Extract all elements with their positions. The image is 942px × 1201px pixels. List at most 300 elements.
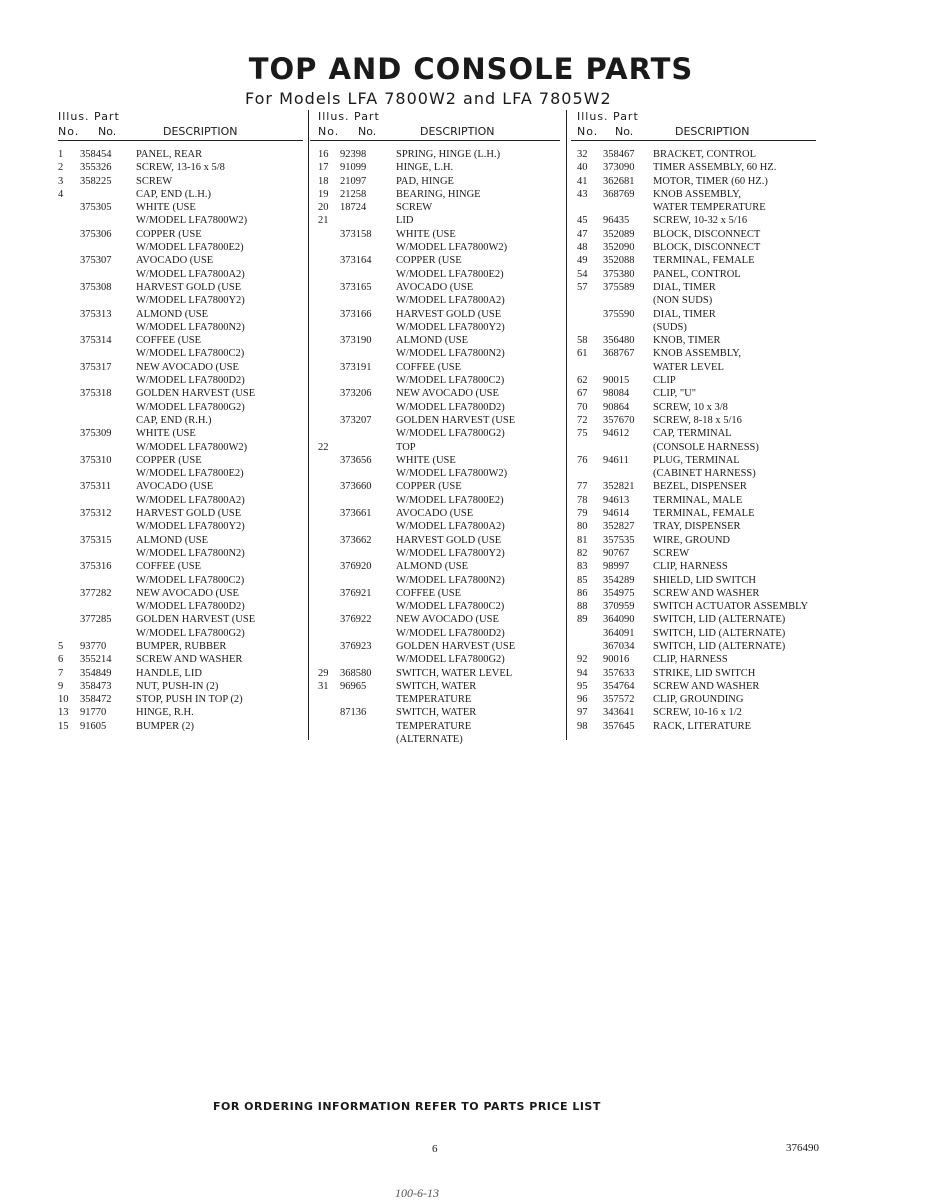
part-row (318, 560, 568, 573)
part-description: WHITE (USE (136, 428, 196, 440)
part-description: (NON SUDS) (653, 295, 713, 307)
part-number: 21097 (340, 175, 367, 187)
part-row (58, 321, 306, 334)
part-row (58, 480, 306, 493)
illus-number: 1 (58, 149, 64, 160)
illus-number: 61 (577, 348, 588, 360)
part-row (318, 454, 568, 467)
illus-number: 57 (577, 281, 588, 293)
part-row (577, 254, 837, 267)
part-description: HARVEST GOLD (USE (136, 281, 242, 293)
part-number: 94614 (603, 508, 630, 520)
part-number: 376923 (340, 640, 372, 652)
illus-number: 21 (318, 215, 329, 227)
part-description: LID (396, 215, 414, 227)
part-number: 373662 (340, 534, 372, 546)
part-number: 375589 (603, 281, 635, 293)
illus-number: 47 (577, 228, 588, 240)
part-number: 94612 (603, 428, 630, 440)
document-number: 376490 (786, 1142, 819, 1154)
illus-number: 20 (318, 202, 329, 214)
part-number (340, 241, 396, 254)
illus-number (318, 733, 340, 746)
part-description: W/MODEL LFA7800A2) (396, 295, 505, 307)
part-number: 368580 (340, 667, 372, 679)
header-rule (571, 140, 816, 141)
part-number (603, 294, 653, 307)
illus-number: 97 (577, 707, 588, 719)
part-number (80, 547, 136, 560)
part-description: TERMINAL, MALE (653, 494, 743, 506)
part-row (58, 374, 306, 387)
illus-number (318, 574, 340, 587)
part-number: 93770 (80, 640, 107, 652)
part-row (577, 161, 837, 174)
part-row (577, 321, 837, 334)
part-description: NEW AVOCADO (USE (136, 361, 239, 373)
part-description: W/MODEL LFA7800W2) (136, 441, 248, 453)
illus-number (318, 294, 340, 307)
illus-number: 29 (318, 667, 329, 679)
illus-number (58, 254, 80, 267)
part-description: SCREW (653, 547, 690, 559)
part-description: ALMOND (USE (136, 534, 209, 546)
part-number: 355214 (80, 654, 112, 666)
part-number: 357645 (603, 720, 635, 732)
part-row (318, 347, 568, 360)
part-number: 373166 (340, 308, 372, 320)
part-row (58, 653, 306, 666)
part-number: 91605 (80, 720, 107, 732)
parts-list (318, 148, 568, 746)
part-description: W/MODEL LFA7800G2) (396, 428, 505, 440)
part-description: W/MODEL LFA7800Y2) (136, 295, 245, 307)
part-row (318, 640, 568, 653)
part-description: SCREW AND WASHER (136, 654, 243, 666)
part-description: COPPER (USE (136, 228, 202, 240)
part-description: W/MODEL LFA7800D2) (136, 601, 245, 613)
illus-number (318, 361, 340, 374)
part-description: GOLDEN HARVEST (USE (136, 388, 256, 400)
part-row (58, 613, 306, 626)
illus-number (318, 281, 340, 294)
part-number: 377282 (80, 587, 112, 599)
illus-number (58, 494, 80, 507)
part-description: COFFEE (USE (136, 335, 202, 347)
part-number (80, 441, 136, 454)
illus-number: 79 (577, 508, 588, 520)
part-row (577, 347, 837, 360)
part-row (58, 161, 306, 174)
part-row (577, 268, 837, 281)
part-number (80, 214, 136, 227)
part-row (58, 188, 306, 201)
part-number: 375306 (80, 228, 112, 240)
illus-number (58, 281, 80, 294)
part-row (58, 175, 306, 188)
part-row (58, 254, 306, 267)
part-row (58, 720, 306, 733)
part-row (318, 427, 568, 440)
header-description: DESCRIPTION (675, 125, 750, 138)
part-description: HANDLE, LID (136, 667, 202, 679)
illus-number: 3 (58, 175, 64, 187)
part-number (340, 467, 396, 480)
part-description: COFFEE (USE (136, 561, 202, 573)
illus-number (58, 467, 80, 480)
part-row (318, 574, 568, 587)
part-description: AVOCADO (USE (396, 281, 474, 293)
illus-number (318, 534, 340, 547)
part-number: 357572 (603, 694, 635, 706)
part-number (80, 627, 136, 640)
part-number: 375316 (80, 561, 112, 573)
part-row (318, 228, 568, 241)
part-row (577, 720, 837, 733)
part-row (318, 268, 568, 281)
illus-number: 43 (577, 188, 588, 200)
part-row (318, 706, 568, 719)
illus-number (318, 241, 340, 254)
part-number: 362681 (603, 175, 635, 187)
illus-number (318, 454, 340, 467)
part-row (577, 427, 837, 440)
part-number: 375309 (80, 428, 112, 440)
part-row (577, 520, 837, 533)
part-number: 373164 (340, 255, 372, 267)
part-description: W/MODEL LFA7800N2) (136, 321, 245, 333)
part-row (58, 520, 306, 533)
illus-number: 2 (58, 162, 64, 174)
part-row (58, 587, 306, 600)
illus-number (318, 706, 340, 719)
illus-number (577, 627, 603, 640)
illus-number: 16 (318, 149, 329, 160)
part-description: SCREW, 10-16 x 1/2 (653, 707, 742, 719)
illus-number (318, 321, 340, 334)
illus-number: 92 (577, 654, 588, 666)
part-row (58, 294, 306, 307)
part-row (58, 507, 306, 520)
part-description: SCREW, 10 x 3/8 (653, 401, 728, 413)
part-description: HARVEST GOLD (USE (396, 308, 502, 320)
part-row (318, 720, 568, 733)
part-number: 373165 (340, 281, 372, 293)
illus-number (58, 347, 80, 360)
part-row (577, 534, 837, 547)
part-row (318, 281, 568, 294)
illus-number (318, 414, 340, 427)
part-number (80, 294, 136, 307)
part-description: W/MODEL LFA7800E2) (136, 242, 244, 254)
part-row (58, 640, 306, 653)
part-row (318, 467, 568, 480)
part-description: BLOCK, DISCONNECT (653, 228, 761, 240)
illus-number (58, 228, 80, 241)
part-row (577, 214, 837, 227)
illus-number (318, 494, 340, 507)
part-row (58, 680, 306, 693)
part-row (58, 560, 306, 573)
part-description: ALMOND (USE (136, 308, 209, 320)
illus-number (577, 640, 603, 653)
part-number (340, 294, 396, 307)
part-number: 92398 (340, 149, 367, 160)
header-part-no: No. (98, 125, 117, 138)
part-description: SWITCH, LID (ALTERNATE) (653, 627, 786, 639)
part-description: KNOB ASSEMBLY, (653, 188, 742, 200)
part-row (577, 401, 837, 414)
illus-number: 54 (577, 268, 588, 280)
part-number (80, 241, 136, 254)
part-number (80, 520, 136, 533)
part-description: CLIP, HARNESS (653, 654, 728, 666)
part-number (340, 494, 396, 507)
part-number: 358467 (603, 149, 635, 160)
illus-number (318, 401, 340, 414)
part-number: 354289 (603, 574, 635, 586)
part-row (577, 281, 837, 294)
part-number: 90016 (603, 654, 630, 666)
illus-number (577, 441, 603, 454)
illus-number (58, 574, 80, 587)
illus-number (318, 347, 340, 360)
part-number (603, 321, 653, 334)
part-number (603, 361, 653, 374)
part-number: 373656 (340, 454, 372, 466)
part-row (58, 574, 306, 587)
part-number (340, 574, 396, 587)
illus-number: 22 (318, 441, 329, 453)
part-row (318, 161, 568, 174)
part-row (318, 653, 568, 666)
part-description: (SUDS) (653, 321, 687, 333)
part-description: PANEL, REAR (136, 149, 203, 160)
illus-number (318, 268, 340, 281)
part-number: 370959 (603, 601, 635, 613)
part-row (577, 201, 837, 214)
part-number: 375380 (603, 268, 635, 280)
header-illus-no: No. (577, 125, 599, 138)
part-row (58, 427, 306, 440)
part-number: 356480 (603, 335, 635, 347)
illus-number (318, 720, 340, 733)
part-description: W/MODEL LFA7800G2) (396, 654, 505, 666)
part-description: ALMOND (USE (396, 335, 469, 347)
illus-number: 58 (577, 335, 588, 347)
part-row (58, 414, 306, 427)
part-description: TERMINAL, FEMALE (653, 508, 755, 520)
part-row (318, 201, 568, 214)
part-number: 375590 (603, 308, 635, 320)
part-description: (CONSOLE HARNESS) (653, 441, 759, 453)
part-number (340, 401, 396, 414)
part-number: 354975 (603, 587, 635, 599)
part-number: 90767 (603, 547, 630, 559)
part-description: CLIP, "U" (653, 388, 696, 400)
part-description: SPRING, HINGE (L.H.) (396, 149, 501, 160)
part-number (603, 467, 653, 480)
part-row (318, 627, 568, 640)
part-row (577, 387, 837, 400)
part-number (603, 201, 653, 214)
illus-number: 70 (577, 401, 588, 413)
illus-number (318, 613, 340, 626)
part-row (577, 706, 837, 719)
part-number: 354849 (80, 667, 112, 679)
part-description: AVOCADO (USE (136, 255, 214, 267)
part-description: SWITCH, WATER LEVEL (396, 667, 513, 679)
part-description: W/MODEL LFA7800A2) (136, 494, 245, 506)
part-description: CAP, END (L.H.) (136, 188, 211, 200)
part-number (340, 627, 396, 640)
part-row (58, 387, 306, 400)
part-row (577, 454, 837, 467)
part-row (577, 188, 837, 201)
part-row (318, 600, 568, 613)
part-description: W/MODEL LFA7800D2) (396, 401, 505, 413)
illus-number (318, 520, 340, 533)
part-number (80, 188, 136, 201)
part-row (577, 507, 837, 520)
part-description: HINGE, R.H. (136, 707, 194, 719)
illus-number (318, 427, 340, 440)
part-number: 343641 (603, 707, 635, 719)
illus-number: 85 (577, 574, 588, 586)
part-description: SWITCH, LID (ALTERNATE) (653, 614, 786, 626)
part-number: 375318 (80, 388, 112, 400)
part-description: COFFEE (USE (396, 361, 462, 373)
part-description: RACK, LITERATURE (653, 720, 751, 732)
part-row (318, 175, 568, 188)
part-description: (CABINET HARNESS) (653, 468, 756, 480)
illus-number (318, 640, 340, 653)
part-row (58, 401, 306, 414)
part-description: SWITCH, LID (ALTERNATE) (653, 640, 786, 652)
illus-number: 83 (577, 561, 588, 573)
part-number (340, 520, 396, 533)
part-number (80, 600, 136, 613)
part-description: CAP, END (R.H.) (136, 414, 212, 426)
part-row (577, 600, 837, 613)
part-number: 364091 (603, 627, 635, 639)
part-number: 375314 (80, 335, 112, 347)
part-number: 373207 (340, 414, 372, 426)
part-row (577, 494, 837, 507)
illus-number (58, 387, 80, 400)
part-number (340, 600, 396, 613)
part-row (58, 347, 306, 360)
part-description: GOLDEN HARVEST (USE (136, 614, 256, 626)
part-description: W/MODEL LFA7800A2) (136, 268, 245, 280)
part-number (80, 401, 136, 414)
part-description: W/MODEL LFA7800C2) (396, 601, 505, 613)
part-row (318, 214, 568, 227)
part-description: DIAL, TIMER (653, 281, 716, 293)
part-description: BLOCK, DISCONNECT (653, 242, 761, 254)
part-row (577, 241, 837, 254)
part-row (58, 547, 306, 560)
part-description: SWITCH ACTUATOR ASSEMBLY (653, 601, 809, 613)
column-divider (566, 110, 567, 740)
illus-number (318, 467, 340, 480)
part-description: COFFEE (USE (396, 587, 462, 599)
part-row (58, 228, 306, 241)
part-description: TEMPERATURE (396, 694, 472, 706)
header-illus-no: No. (58, 125, 80, 138)
part-number: 373158 (340, 228, 372, 240)
part-number: 376922 (340, 614, 372, 626)
part-description: HINGE, L.H. (396, 162, 454, 174)
illus-number (58, 201, 80, 214)
part-description: SCREW (396, 202, 433, 214)
part-row (58, 627, 306, 640)
part-description: TERMINAL, FEMALE (653, 255, 755, 267)
part-row (577, 640, 837, 653)
part-description: W/MODEL LFA7800G2) (136, 627, 245, 639)
part-row (318, 507, 568, 520)
part-description: SCREW, 13-16 x 5/8 (136, 162, 225, 174)
part-description: HARVEST GOLD (USE (396, 534, 502, 546)
illus-number: 62 (577, 375, 588, 387)
parts-list (58, 148, 306, 733)
part-number: 373191 (340, 361, 372, 373)
part-description: SCREW, 8-18 x 5/16 (653, 414, 742, 426)
part-number: 375305 (80, 202, 112, 214)
part-description: TOP (396, 441, 416, 453)
part-number: 352821 (603, 481, 635, 493)
illus-number (58, 361, 80, 374)
part-number: 358473 (80, 680, 112, 692)
illus-number (58, 547, 80, 560)
part-number: 357535 (603, 534, 635, 546)
part-number: 375307 (80, 255, 112, 267)
illus-number: 41 (577, 175, 588, 187)
part-description: BRACKET, CONTROL (653, 149, 757, 160)
part-description: KNOB ASSEMBLY, (653, 348, 742, 360)
header-illus-part: Illus. Part (318, 110, 380, 123)
part-row (318, 441, 568, 454)
part-description: NEW AVOCADO (USE (136, 587, 239, 599)
illus-number: 95 (577, 680, 588, 692)
part-number: 375317 (80, 361, 112, 373)
part-description: TIMER ASSEMBLY, 60 HZ. (653, 162, 777, 174)
part-description: WIRE, GROUND (653, 534, 730, 546)
illus-number: 19 (318, 188, 329, 200)
part-number: 352089 (603, 228, 635, 240)
part-number: 377285 (80, 614, 112, 626)
part-row (318, 401, 568, 414)
part-row (58, 281, 306, 294)
part-description: (ALTERNATE) (396, 734, 463, 746)
part-number (80, 374, 136, 387)
illus-number (318, 693, 340, 706)
column-header (318, 106, 568, 144)
part-row (318, 613, 568, 626)
part-row (58, 667, 306, 680)
part-description: GOLDEN HARVEST (USE (396, 640, 516, 652)
part-number (340, 214, 396, 227)
part-row (318, 308, 568, 321)
part-description: COPPER (USE (136, 454, 202, 466)
part-description: W/MODEL LFA7800N2) (396, 348, 505, 360)
illus-number (58, 454, 80, 467)
page-number: 6 (432, 1143, 438, 1155)
illus-number: 40 (577, 162, 588, 174)
part-description: CAP, TERMINAL (653, 428, 732, 440)
part-row (58, 334, 306, 347)
column-header (58, 106, 306, 144)
